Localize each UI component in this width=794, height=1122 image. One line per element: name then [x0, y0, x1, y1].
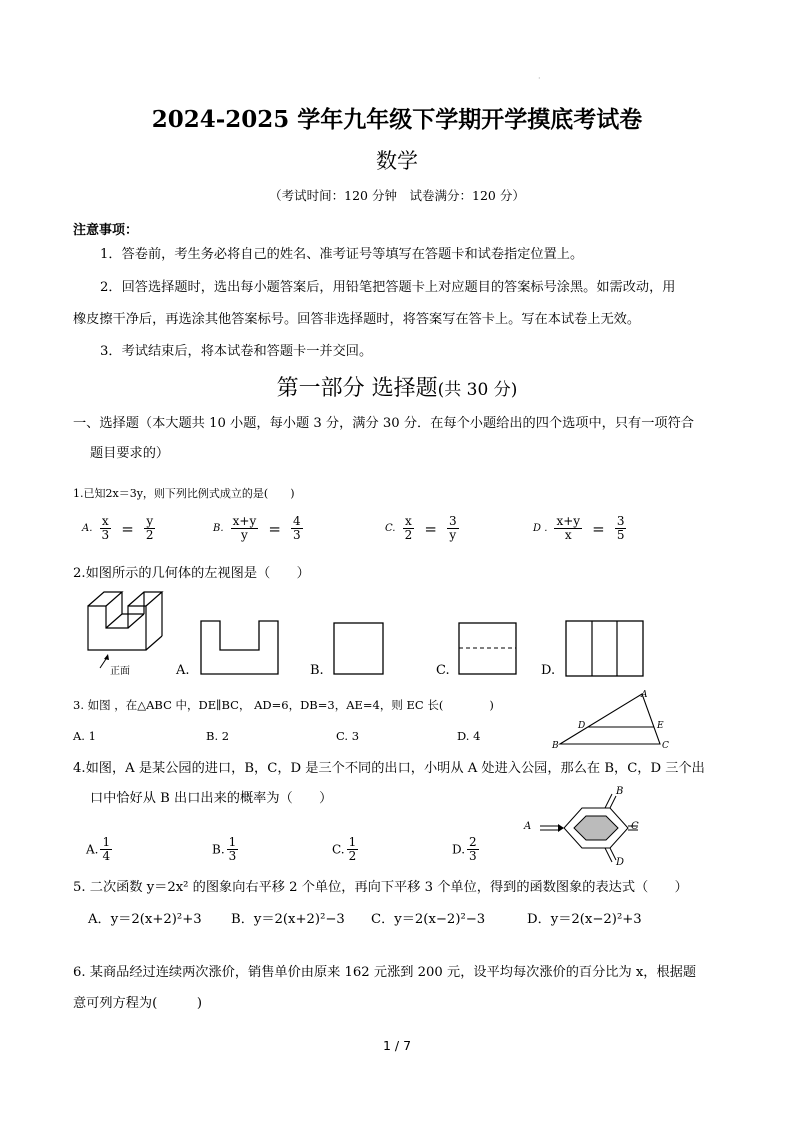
q6-line-1: 6. 某商品经过连续两次涨价，销售单价由原来 162 元涨到 200 元，设平均每次涨价的百分比为 x，根据题: [73, 965, 697, 980]
q1-a-den: 3: [101, 528, 110, 542]
part-heading-main: 第一部分 选择题: [276, 376, 438, 401]
q3-stem: 3. 如图 ，在△ABC 中，DE∥BC， AD=6，DB=3，AE=4，则 EC 长( ): [73, 698, 494, 712]
q4-point-c: C: [631, 821, 639, 832]
q4-d-num: 2: [469, 835, 477, 849]
q1-option-a: [82, 515, 158, 542]
q1-d-rnum: 3: [616, 514, 625, 528]
scan-dot: ·: [538, 74, 541, 83]
q2-option-a-figure: [200, 620, 280, 676]
q3-point-d: D: [578, 721, 586, 731]
q1-c-rden: y: [449, 528, 457, 542]
q2-stem: 2.如图所示的几何体的左视图是（ ）: [73, 566, 310, 581]
q3-point-c: C: [662, 741, 669, 751]
part-heading: [0, 371, 794, 402]
q1-c-rnum: 3: [448, 514, 457, 528]
q4-c-num: 1: [348, 835, 357, 849]
q1-b-rnum: 4: [293, 514, 301, 528]
q1-b-lhs: [231, 515, 259, 542]
q5-option-c: C．y＝2(x−2)²−3: [371, 912, 486, 927]
q1-a-eq: =: [121, 519, 134, 538]
q3-point-b: B: [552, 741, 559, 751]
q1-a-label: A.: [82, 523, 93, 534]
q1-stem: 1.已知2x＝3y，则下列比例式成立的是( ): [73, 487, 295, 500]
q1-c-num: x: [405, 514, 412, 528]
part-heading-score: (共 30 分): [437, 380, 518, 400]
q3-point-a: A: [641, 690, 648, 700]
q4-c-frac: [347, 836, 359, 863]
q1-a-rnum: y: [146, 514, 154, 528]
q4-b-frac: [227, 836, 239, 863]
q3-option-c: C. 3: [336, 729, 360, 743]
q1-d-rden: 5: [616, 528, 625, 542]
q1-b-den: y: [241, 528, 248, 542]
q1-a-rhs: [144, 515, 156, 542]
q5-option-d: D．y＝2(x−2)²+3: [527, 912, 642, 927]
q1-d-den: x: [564, 528, 572, 542]
q3-option-a: A. 1: [73, 729, 96, 743]
q2-solid-figure: [80, 588, 170, 658]
q1-a-lhs: [100, 515, 112, 542]
notice-line-1: 1．答卷前，考生务必将自己的姓名、准考证号等填写在答题卡和试卷指定位置上。: [100, 247, 584, 262]
q3-point-e: E: [657, 721, 664, 731]
q4-b-label: B.: [212, 842, 225, 857]
q1-c-eq: =: [424, 519, 437, 538]
q2-option-a: A.: [176, 663, 190, 678]
q4-point-d: D: [616, 857, 625, 868]
page-number: 1 / 7: [382, 1038, 412, 1053]
q1-c-den: 2: [404, 528, 413, 542]
q2-option-b: B.: [310, 663, 324, 678]
q5-stem: 5. 二次函数 y＝2x² 的图象向右平移 2 个单位，再向下平移 3 个单位，得到的函数图象的表达式（ ）: [73, 880, 688, 895]
q4-line-1: 4.如图，A 是某公园的进口，B，C，D 是三个不同的出口，小明从 A 处进入公园，那么在 B，C，D 三个出: [73, 761, 705, 776]
q1-c-lhs: [403, 515, 415, 542]
q4-a-frac: [100, 836, 112, 863]
q4-point-a: A: [524, 821, 532, 832]
q4-park-figure: [534, 786, 644, 864]
q5-option-b: B．y＝2(x+2)²−3: [231, 912, 345, 927]
q1-option-d: [533, 515, 628, 542]
notice-line-2a: 2．回答选择题时，选出每小题答案后，用铅笔把答题卡上对应题目的答案标号涂黑。如需改动，用: [100, 280, 676, 295]
q1-b-num: x+y: [232, 514, 257, 528]
q1-d-eq: =: [592, 519, 605, 538]
q4-option-d: [452, 836, 481, 863]
q2-option-c: C.: [436, 663, 450, 678]
q4-option-b: [212, 836, 240, 863]
q1-a-rden: 2: [145, 528, 154, 542]
q4-line-2: 口中恰好从 B 出口出来的概率为（ ）: [90, 791, 333, 806]
q1-b-rhs: [291, 515, 303, 542]
q1-a-num: x: [101, 514, 109, 528]
q4-b-den: 3: [228, 849, 237, 863]
q2-option-d-figure: [565, 620, 645, 678]
q5-option-a: A．y＝2(x+2)²+3: [88, 912, 202, 927]
q4-d-frac: [467, 836, 479, 863]
q2-option-c-figure: [458, 622, 518, 676]
section-line-1: 一、选择题（本大题共 10 小题，每小题 3 分，满分 30 分．在每个小题给出的四个选项中，只有一项符合: [73, 416, 694, 431]
q3-option-d: D. 4: [457, 729, 481, 743]
q1-option-b: [213, 515, 305, 542]
notice-line-3: 3．考试结束后，将本试卷和答题卡一并交回。: [100, 344, 373, 359]
q4-option-c: [332, 836, 360, 863]
q1-option-c: [385, 515, 461, 542]
q1-d-lhs: [554, 515, 582, 542]
q4-b-num: 1: [228, 835, 237, 849]
exam-title: 2024-2025 学年九年级下学期开学摸底考试卷: [151, 106, 643, 133]
q4-c-den: 2: [348, 849, 357, 863]
q1-b-label: B.: [213, 523, 224, 534]
q2-front-label: 正面: [110, 666, 130, 677]
q1-d-label: D .: [533, 523, 548, 534]
q4-a-den: 4: [102, 849, 111, 863]
q2-option-b-figure: [333, 622, 385, 676]
q1-d-rhs: [615, 515, 627, 542]
notice-heading: 注意事项：: [73, 223, 139, 238]
q4-a-num: 1: [102, 835, 111, 849]
notice-line-2b: 橡皮擦干净后，再选涂其他答案标号。回答非选择题时，将答案写在答卡上。写在本试卷上无效。: [73, 312, 641, 327]
q1-c-label: C.: [385, 523, 396, 534]
q1-b-rden: 3: [293, 528, 301, 542]
q4-d-label: D.: [452, 842, 466, 857]
section-line-2: 题目要求的）: [90, 446, 170, 461]
exam-subject: 数学: [376, 149, 418, 173]
q1-b-eq: =: [268, 519, 281, 538]
q4-a-label: A.: [86, 842, 99, 857]
q3-option-b: B. 2: [206, 729, 230, 743]
q4-c-label: C.: [332, 842, 345, 857]
q1-c-rhs: [447, 515, 459, 542]
q4-point-b: B: [616, 786, 624, 797]
q6-line-2: 意可列方程为( ): [73, 996, 202, 1011]
q2-option-d: D.: [541, 663, 556, 678]
q4-d-den: 3: [469, 849, 477, 863]
exam-meta: （考试时间：120 分钟 试卷满分：120 分）: [269, 188, 525, 203]
q1-d-num: x+y: [556, 514, 581, 528]
q4-option-a: [86, 836, 114, 863]
